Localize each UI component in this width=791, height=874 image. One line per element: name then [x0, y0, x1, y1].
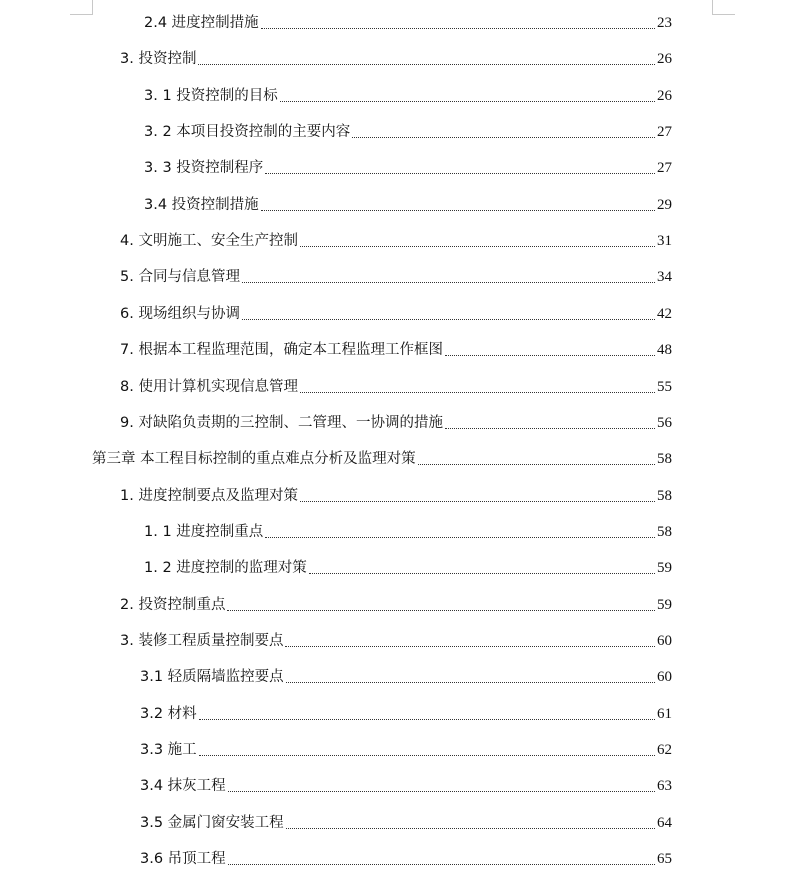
toc-entry[interactable] [144, 157, 672, 179]
toc-dot-leader [242, 318, 655, 320]
toc-dot-leader [445, 354, 655, 356]
toc-entry-label: 3.1 轻质隔墙监控要点 [140, 669, 284, 686]
toc-dot-leader [286, 827, 655, 829]
toc-entry[interactable] [140, 739, 672, 761]
toc-entry-label: 3.4 投资控制措施 [144, 196, 259, 213]
toc-entry[interactable] [144, 521, 672, 543]
toc-entry-label: 1. 1 进度控制重点 [144, 523, 264, 540]
toc-page-number: 42 [657, 305, 672, 322]
toc-entry-label: 3.4 抹灰工程 [140, 778, 226, 795]
toc-dot-leader [285, 645, 655, 647]
crop-mark-right [712, 0, 735, 15]
toc-entry[interactable] [144, 194, 672, 216]
toc-page-number: 62 [657, 742, 672, 758]
toc-page-number: 56 [657, 414, 672, 431]
toc-page-number: 31 [657, 233, 672, 250]
toc-entry-label: 8. 使用计算机实现信息管理 [120, 378, 298, 395]
toc-entry[interactable] [120, 303, 672, 325]
toc-entry[interactable] [144, 12, 672, 34]
toc-page-number: 64 [657, 814, 672, 831]
toc-entry-label: 第三章 本工程目标控制的重点难点分析及监理对策 [92, 451, 416, 468]
toc-dot-leader [309, 572, 655, 574]
toc-dot-leader [228, 790, 655, 792]
toc-dot-leader [228, 863, 655, 865]
toc-page-number: 65 [657, 851, 672, 868]
toc-entry[interactable] [140, 775, 672, 797]
toc-page-number: 48 [657, 342, 672, 359]
toc-page-number: 59 [657, 596, 672, 613]
toc-entry-label: 3.6 吊顶工程 [140, 851, 226, 868]
toc-entry[interactable] [140, 666, 672, 688]
toc-entry[interactable] [144, 85, 672, 107]
toc-page-number: 58 [657, 451, 672, 468]
toc-entry[interactable] [120, 339, 672, 361]
toc-page-number: 58 [657, 487, 672, 504]
toc-entry-label: 9. 对缺陷负责期的三控制、二管理、一协调的措施 [120, 414, 443, 431]
toc-dot-leader [227, 609, 655, 611]
toc-entry-label: 3. 装修工程质量控制要点 [120, 632, 284, 649]
toc-entry-label: 3. 投资控制 [120, 51, 197, 68]
toc-entry-label: 3.3 施工 [140, 742, 197, 758]
toc-page-number: 27 [657, 124, 672, 141]
toc-entry-label: 3. 2 本项目投资控制的主要内容 [144, 124, 351, 141]
toc-dot-leader [261, 209, 655, 211]
toc-dot-leader [265, 536, 655, 538]
toc-entry[interactable] [120, 594, 672, 616]
toc-entry-label: 1. 2 进度控制的监理对策 [144, 560, 307, 577]
toc-page-number: 60 [657, 632, 672, 649]
toc-page-number: 55 [657, 378, 672, 395]
toc-page-number: 34 [657, 269, 672, 286]
toc-entry-label: 3.2 材料 [140, 705, 197, 722]
toc-entry[interactable] [120, 230, 672, 252]
toc-entry-label: 3.5 金属门窗安装工程 [140, 814, 284, 831]
crop-mark-left [70, 0, 93, 15]
toc-entry-label: 3. 1 投资控制的目标 [144, 87, 278, 104]
toc-dot-leader [280, 100, 655, 102]
toc-entry[interactable] [140, 703, 672, 725]
toc-dot-leader [418, 463, 655, 465]
toc-entry[interactable] [144, 121, 672, 143]
toc-page-number: 60 [657, 669, 672, 686]
toc-page-number: 23 [657, 15, 672, 31]
toc-page-number: 26 [657, 51, 672, 68]
toc-entry[interactable] [120, 376, 672, 398]
toc-entry[interactable] [140, 848, 672, 870]
toc-dot-leader [352, 136, 655, 138]
toc-page-number: 26 [657, 87, 672, 104]
toc-dot-leader [199, 718, 655, 720]
toc-entry-label: 7. 根据本工程监理范围，确定本工程监理工作框图 [120, 342, 443, 359]
toc-page-number: 58 [657, 523, 672, 540]
toc-entry-label: 5. 合同与信息管理 [120, 269, 240, 286]
toc-entry-label: 3. 3 投资控制程序 [144, 160, 264, 177]
toc-page-number: 27 [657, 160, 672, 177]
toc-dot-leader [261, 27, 655, 29]
toc-dot-leader [286, 681, 655, 683]
toc-entry-label: 6. 现场组织与协调 [120, 305, 240, 322]
toc-entry-label: 1. 进度控制要点及监理对策 [120, 487, 298, 504]
toc-dot-leader [300, 500, 655, 502]
toc-page-number: 59 [657, 560, 672, 577]
toc-dot-leader [300, 245, 655, 247]
toc-dot-leader [300, 391, 655, 393]
toc-page-number: 61 [657, 705, 672, 722]
toc-entry-label: 2.4 进度控制措施 [144, 15, 259, 31]
toc-dot-leader [198, 63, 655, 65]
toc-entry[interactable] [120, 630, 672, 652]
toc-dot-leader [199, 754, 655, 756]
toc-entry[interactable] [120, 485, 672, 507]
toc-entry-label: 4. 文明施工、安全生产控制 [120, 233, 298, 250]
toc-dot-leader [265, 172, 655, 174]
toc-entry[interactable] [120, 412, 672, 434]
toc-entry[interactable] [144, 557, 672, 579]
toc-page-number: 29 [657, 196, 672, 213]
toc-dot-leader [445, 427, 655, 429]
toc-entry[interactable] [140, 812, 672, 834]
toc-dot-leader [242, 281, 655, 283]
toc-entry[interactable] [120, 266, 672, 288]
toc-entry[interactable] [92, 448, 672, 470]
toc-entry-label: 2. 投资控制重点 [120, 596, 226, 613]
toc-entry[interactable] [120, 48, 672, 70]
toc-page-number: 63 [657, 778, 672, 795]
